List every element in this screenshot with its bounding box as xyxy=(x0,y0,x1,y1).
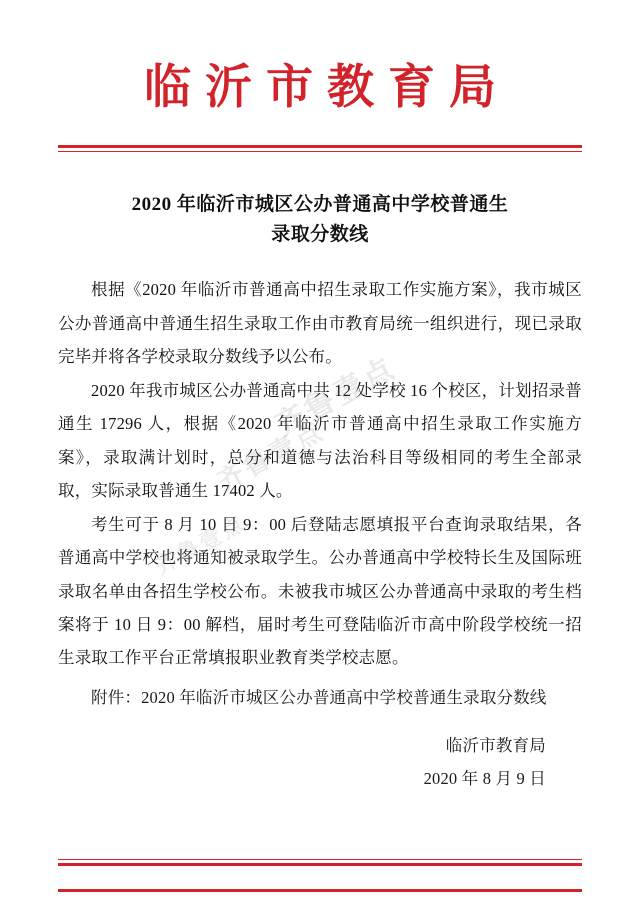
watermark-text: 齐鲁壹点 xyxy=(212,415,329,497)
footer-rule-thick xyxy=(58,863,582,866)
attachment-line: 附件：2020 年临沂市城区公办普通高中学校普通生录取分数线 xyxy=(91,687,547,707)
watermark-text: 齐鲁壹点 xyxy=(150,509,251,579)
footer-rule-bottom xyxy=(58,889,582,892)
footer-rule-thin xyxy=(58,859,582,860)
watermark-text: 齐鲁壹点 xyxy=(269,351,402,443)
body-paragraph: 考生可于 8 月 10 日 9：00 后登陆志愿填报平台查询录取结果，各普通高中学校也将通知被录取学生。公办普通高中学校特长生及国际班录取名单由各招生学校公布。未被我市城区公办普通高中录取的考生档案将于 10 日 9：00 解档，届时考生可登陆临沂市高中阶段学校统一招生录取工作平台正常填报职业教育类学校志愿。 xyxy=(58,514,582,668)
body-paragraph: 2020 年我市城区公办普通高中共 12 处学校 16 个校区，计划招录普通生 17296 人，根据《2020 年临沂市普通高中招生录取工作实施方案》，录取满计划时，总分和道德与法治科目等级相同的考生全部录取，实际录取普通生 17402 人。 xyxy=(58,380,582,501)
page-title-line-2: 录取分数线 xyxy=(271,224,369,246)
masthead xyxy=(58,0,582,115)
masthead-rule-thick xyxy=(58,145,582,148)
masthead-organization: 临沂市教育局 xyxy=(144,62,510,114)
footer-rules xyxy=(58,859,582,866)
body-paragraph: 根据《2020 年临沂市普通高中招生录取工作实施方案》，我市城区公办普通高中普通生招生录取工作由市教育局统一组织进行，现已录取完毕并将各学校录取分数线予以公布。 xyxy=(58,280,582,367)
page-title-line-1: 2020 年临沂市城区公办普通高中学校普通生 xyxy=(131,193,509,215)
signature-block xyxy=(58,730,582,794)
document-body xyxy=(58,273,582,675)
signature-issuer: 临沂市教育局 xyxy=(445,736,546,756)
masthead-rule-thin xyxy=(58,151,582,152)
page-title xyxy=(58,190,582,252)
signature-date: 2020 年 8 月 9 日 xyxy=(423,768,546,788)
